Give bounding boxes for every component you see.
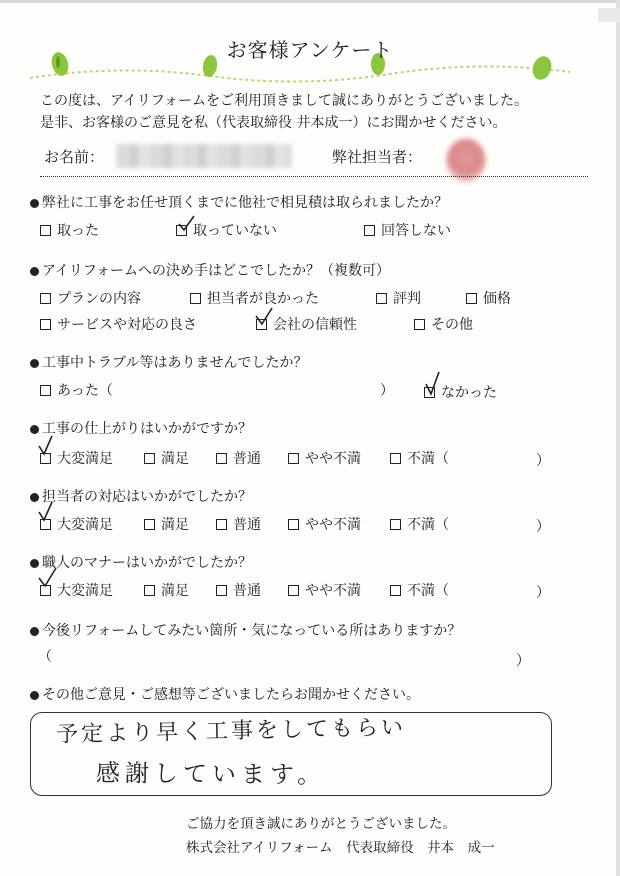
q2-question: アイリフォームへの決め手はどこでしたか？（複数可）	[30, 260, 390, 280]
bullet-icon	[30, 691, 39, 700]
name-underline	[40, 176, 588, 177]
checkbox-icon[interactable]	[216, 453, 227, 464]
bullet-icon	[30, 559, 39, 568]
scan-edge-right	[616, 0, 620, 876]
checkbox-icon[interactable]	[144, 453, 155, 464]
checkbox-icon[interactable]	[288, 453, 299, 464]
q3-paren-close: ）	[380, 383, 394, 399]
scan-edge-top	[0, 0, 620, 3]
q4-option-very-satisfied[interactable]: 大変満足	[40, 448, 113, 468]
q5-option-somewhat-dissatisfied[interactable]: やや不満	[288, 514, 361, 534]
bullet-icon	[30, 199, 39, 208]
q5-option-dissatisfied[interactable]: 不満（	[390, 514, 449, 534]
intro-line-2: 是非、お客様のご意見を私（代表取締役 井本成一）にお聞かせください。	[40, 115, 507, 131]
handwritten-comment-line-1: 予定より早く工事をしてもらい	[55, 715, 407, 748]
q5-option-very-satisfied[interactable]: 大変満足	[40, 514, 113, 534]
q6-option-neutral[interactable]: 普通	[216, 580, 261, 600]
checkbox-icon[interactable]	[466, 293, 477, 304]
checkbox-icon[interactable]	[144, 519, 155, 530]
checkbox-icon[interactable]	[376, 293, 387, 304]
scan-edge-notch	[598, 8, 620, 22]
handwritten-comment-line-2: 感謝しています。	[95, 758, 327, 790]
q4-paren-close: ）	[536, 453, 550, 469]
bullet-icon	[30, 627, 39, 636]
checkbox-icon[interactable]	[216, 585, 227, 596]
footer-thanks: ご協力を頂き誠にありがとうございました。	[186, 816, 456, 832]
footer-company: 株式会社アイリフォーム 代表取締役 井本 成一	[186, 840, 495, 856]
q1-option-took[interactable]: 取った	[40, 220, 99, 240]
checkbox-icon[interactable]	[40, 519, 51, 530]
name-label: お名前：	[44, 148, 105, 166]
checkbox-icon[interactable]	[40, 293, 51, 304]
bullet-icon	[30, 359, 39, 368]
checkbox-icon[interactable]	[40, 225, 51, 236]
checkbox-icon[interactable]	[190, 293, 201, 304]
q1-option-no-answer[interactable]: 回答しない	[364, 220, 451, 240]
q2-option-service[interactable]: サービスや対応の良さ	[40, 314, 197, 334]
intro-text	[40, 90, 528, 134]
q4-option-satisfied[interactable]: 満足	[144, 448, 189, 468]
q6-option-satisfied[interactable]: 満足	[144, 580, 189, 600]
q6-paren-close: ）	[536, 585, 550, 601]
q5-option-satisfied[interactable]: 満足	[144, 514, 189, 534]
q7-paren-close: ）	[516, 653, 530, 669]
q1-option-not-taken[interactable]: 取っていない	[176, 220, 277, 240]
q3-option-no[interactable]: なかった	[424, 382, 497, 402]
checkbox-icon[interactable]	[390, 453, 401, 464]
q8-question: その他ご意見・ご感想等ございましたらお聞かせください。	[30, 684, 420, 704]
checkbox-icon[interactable]	[144, 585, 155, 596]
bullet-icon	[30, 267, 39, 276]
checkbox-icon[interactable]	[256, 319, 267, 330]
checkbox-icon[interactable]	[414, 319, 425, 330]
checkbox-icon[interactable]	[40, 319, 51, 330]
checkbox-icon[interactable]	[176, 225, 187, 236]
checkbox-icon[interactable]	[288, 519, 299, 530]
checkbox-icon[interactable]	[364, 225, 375, 236]
q4-option-dissatisfied[interactable]: 不満（	[390, 448, 449, 468]
q2-option-staff[interactable]: 担当者が良かった	[190, 288, 319, 308]
staff-label: 弊社担当者：	[332, 148, 423, 166]
checkbox-icon[interactable]	[288, 585, 299, 596]
bullet-icon	[30, 425, 39, 434]
intro-line-1: この度は、アイリフォームをご利用頂きまして誠にありがとうございました。	[40, 93, 529, 109]
q4-option-somewhat-dissatisfied[interactable]: やや不満	[288, 448, 361, 468]
checkbox-icon[interactable]	[40, 585, 51, 596]
q4-option-neutral[interactable]: 普通	[216, 448, 261, 468]
q6-question: 職人のマナーはいかがでしたか？	[30, 552, 252, 572]
q2-option-trust[interactable]: 会社の信頼性	[256, 314, 357, 334]
bullet-icon	[30, 493, 39, 502]
checkbox-icon[interactable]	[216, 519, 227, 530]
q1-question: 弊社に工事をお任せ頂くまでに他社で相見積は取られましたか？	[30, 192, 448, 212]
q2-option-other[interactable]: その他	[414, 314, 473, 334]
name-redacted	[116, 144, 292, 168]
checkbox-icon[interactable]	[390, 585, 401, 596]
q2-option-reputation[interactable]: 評判	[376, 288, 421, 308]
survey-title: お客様アンケート	[226, 38, 394, 62]
q6-option-dissatisfied[interactable]: 不満（	[390, 580, 449, 600]
checkbox-icon[interactable]	[390, 519, 401, 530]
q6-option-somewhat-dissatisfied[interactable]: やや不満	[288, 580, 361, 600]
q3-question: 工事中トラブル等はありませんでしたか？	[30, 352, 307, 372]
q3-option-yes[interactable]: あった（	[40, 380, 113, 400]
q7-paren-open: （	[38, 649, 52, 665]
q5-option-neutral[interactable]: 普通	[216, 514, 261, 534]
q4-question: 工事の仕上がりはいかがですか？	[30, 418, 252, 438]
checkbox-icon[interactable]	[40, 385, 51, 396]
q2-option-plan[interactable]: プランの内容	[40, 288, 141, 308]
checkbox-icon[interactable]	[40, 453, 51, 464]
q5-paren-close: ）	[536, 519, 550, 535]
q6-option-very-satisfied[interactable]: 大変満足	[40, 580, 113, 600]
q7-question: 今後リフォームしてみたい箇所・気になっている所はありますか？	[30, 620, 461, 640]
checkbox-icon[interactable]	[424, 387, 435, 398]
q2-option-price[interactable]: 価格	[466, 288, 511, 308]
q5-question: 担当者の対応はいかがでしたか？	[30, 486, 252, 506]
